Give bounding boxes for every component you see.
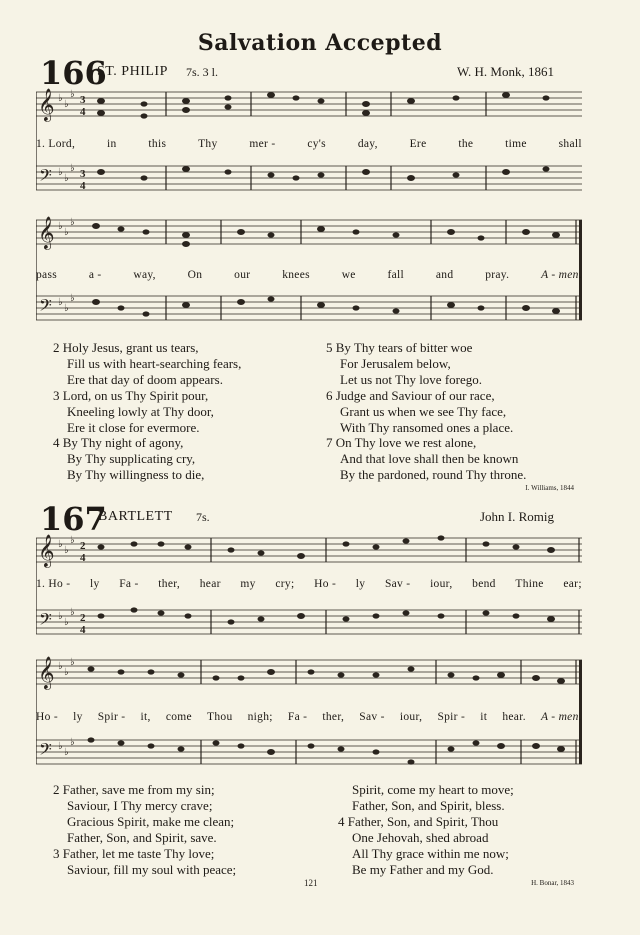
- syllable: Sav -: [384, 578, 411, 590]
- hymn-167-verses-right: [338, 782, 514, 877]
- page-title: Salvation Accepted: [197, 30, 443, 56]
- syllable: it,: [140, 711, 151, 723]
- syllable: Spir -: [97, 711, 126, 723]
- svg-text:3: 3: [80, 94, 86, 106]
- syllable: ly: [90, 578, 100, 590]
- svg-text:𝄞: 𝄞: [38, 658, 55, 689]
- syllable: hear: [199, 578, 221, 590]
- syllable: cy's: [307, 138, 326, 150]
- verse-line: 4 Father, Son, and Spirit, Thou: [338, 813, 499, 829]
- svg-text:𝄢: 𝄢: [39, 297, 52, 319]
- syllable: ther,: [158, 578, 181, 590]
- verse-line: Gracious Spirit, make me clean;: [67, 813, 235, 829]
- hymn-167-system-1: [36, 530, 582, 650]
- verse-line: Spirit, come my heart to move;: [352, 782, 514, 797]
- syllable: fall: [387, 269, 405, 281]
- verse-line: All Thy grace within me now;: [352, 845, 509, 861]
- svg-text:4: 4: [80, 180, 86, 192]
- syllable: ear;: [563, 578, 582, 590]
- hymn-167-lyrics-line-1: [36, 578, 582, 590]
- hymn-166-verses-right: [326, 340, 526, 483]
- verse-line: Fill us with heart-searching fears,: [67, 355, 242, 371]
- svg-text:𝄞: 𝄞: [38, 536, 55, 567]
- syllable: Thy: [198, 138, 218, 150]
- syllable: Ere: [409, 138, 427, 150]
- syllable: Fa -: [287, 711, 308, 723]
- syllable: Fa -: [119, 578, 139, 590]
- syllable: it: [480, 711, 488, 723]
- svg-text:♭: ♭: [58, 221, 63, 232]
- svg-text:♭: ♭: [64, 227, 69, 238]
- verse-line: Grant us when we see Thy face,: [340, 403, 507, 419]
- svg-text:♭: ♭: [58, 539, 63, 550]
- syllable: and: [435, 269, 454, 281]
- svg-text:3: 3: [80, 168, 86, 180]
- hymn-166-composer: W. H. Monk, 1861: [456, 64, 554, 79]
- verse-line: 6 Judge and Saviour of our race,: [326, 387, 495, 403]
- verse-line: Father, Son, and Spirit, save.: [67, 829, 217, 845]
- syllable: mer -: [249, 138, 276, 150]
- svg-text:♭: ♭: [58, 297, 63, 308]
- svg-text:𝄢: 𝄢: [39, 741, 52, 763]
- verse-line: By Thy willingness to die,: [67, 467, 205, 483]
- svg-text:♭: ♭: [58, 167, 63, 178]
- syllable: hear.: [502, 711, 526, 723]
- verse-line: And that love shall then be known: [340, 451, 519, 467]
- svg-text:♭: ♭: [70, 217, 75, 228]
- syllable: we: [341, 269, 356, 281]
- svg-text:♭: ♭: [64, 667, 69, 678]
- verse-line: Kneeling lowly at Thy door,: [67, 403, 214, 419]
- verse-line: Ere it close for evermore.: [67, 419, 200, 435]
- verse-line: 3 Father, let me taste Thy love;: [53, 845, 215, 861]
- syllable: come: [165, 711, 192, 723]
- verse-line: By the pardoned, round Thy throne.: [340, 467, 527, 483]
- svg-text:♭: ♭: [64, 173, 69, 184]
- verse-line: Saviour, I Thy mercy crave;: [67, 797, 213, 813]
- syllable: time: [505, 138, 527, 150]
- svg-text:𝄢: 𝄢: [39, 167, 52, 189]
- verse-line: 5 By Thy tears of bitter woe: [326, 340, 473, 355]
- syllable: cry;: [275, 578, 295, 590]
- svg-text:♭: ♭: [70, 535, 75, 546]
- verse-line: Saviour, fill my soul with peace;: [67, 861, 237, 877]
- hymn-167-meter: 7s.: [196, 510, 210, 524]
- syllable: 1. Lord,: [36, 138, 76, 150]
- svg-text:♭: ♭: [58, 611, 63, 622]
- amen: A - men.: [540, 711, 582, 723]
- syllable: our: [234, 269, 251, 281]
- verse-line: Let us not Thy love forego.: [340, 371, 483, 387]
- verse-line: 7 On Thy love we rest alone,: [326, 435, 477, 451]
- svg-text:4: 4: [80, 552, 86, 564]
- hymn-166-lyrics-line-1: [36, 138, 582, 150]
- svg-text:𝄢: 𝄢: [39, 611, 52, 633]
- svg-text:♭: ♭: [70, 737, 75, 748]
- syllable: shall: [558, 138, 582, 150]
- hymn-166-number: 166: [40, 54, 107, 92]
- syllable: 1. Ho -: [36, 578, 71, 590]
- hymn-167-lyrics-line-2: [36, 711, 582, 723]
- svg-text:2: 2: [80, 540, 86, 552]
- syllable: pass: [36, 269, 58, 281]
- verse-line: Ere that day of doom appears.: [67, 371, 223, 387]
- svg-text:♭: ♭: [70, 89, 75, 100]
- hymn-166-tune: ST. PHILIP: [97, 64, 168, 79]
- verse-line: Be my Father and my God.: [352, 861, 494, 877]
- svg-text:♭: ♭: [64, 747, 69, 758]
- syllable: iour,: [430, 578, 453, 590]
- syllable: pray.: [485, 269, 510, 281]
- verse-line: 4 By Thy night of agony,: [53, 435, 184, 451]
- svg-text:♭: ♭: [64, 99, 69, 110]
- syllable: Ho -: [36, 711, 58, 723]
- svg-text:♭: ♭: [64, 303, 69, 314]
- svg-text:2: 2: [80, 612, 86, 624]
- verse-line: 3 Lord, on us Thy Spirit pour,: [53, 387, 209, 403]
- syllable: Spir -: [437, 711, 466, 723]
- svg-text:𝄞: 𝄞: [38, 218, 55, 249]
- syllable: day,: [357, 138, 378, 150]
- syllable: Sav -: [359, 711, 385, 723]
- hymn-166-author-credit: I. Williams, 1844: [525, 484, 574, 492]
- syllable: a -: [88, 269, 102, 281]
- verse-line: Father, Son, and Spirit, bless.: [352, 797, 505, 813]
- syllable: bend: [472, 578, 496, 590]
- verse-line: One Jehovah, shed abroad: [352, 829, 489, 845]
- syllable: On: [187, 269, 203, 281]
- svg-text:♭: ♭: [58, 661, 63, 672]
- syllable: in: [107, 138, 117, 150]
- amen: A - men.: [541, 269, 582, 281]
- verse-line: 2 Father, save me from my sin;: [53, 782, 215, 797]
- verse-line: By Thy supplicating cry,: [67, 451, 196, 467]
- syllable: ly: [355, 578, 366, 590]
- hymn-167-tune: BARTLETT: [98, 509, 173, 524]
- syllable: Ho -: [314, 578, 337, 590]
- svg-text:4: 4: [80, 624, 86, 636]
- verse-line: With Thy ransomed ones a place.: [340, 419, 514, 435]
- hymn-167-verses-left: [53, 782, 236, 877]
- svg-text:♭: ♭: [70, 657, 75, 668]
- syllable: my: [240, 578, 256, 590]
- hymn-167-composer: John I. Romig: [479, 509, 554, 524]
- syllable: Thine: [515, 578, 544, 590]
- svg-text:♭: ♭: [64, 545, 69, 556]
- hymn-167-author-credit: H. Bonar, 1843: [531, 879, 574, 887]
- svg-text:4: 4: [80, 106, 86, 118]
- syllable: way,: [133, 269, 156, 281]
- svg-text:𝄞: 𝄞: [38, 90, 55, 121]
- svg-text:♭: ♭: [64, 617, 69, 628]
- hymn-166-meter: 7s. 3 l.: [186, 65, 219, 79]
- syllable: nigh;: [247, 711, 273, 723]
- syllable: ly: [73, 711, 83, 723]
- hymn-166-verses-left: [53, 340, 241, 483]
- svg-text:♭: ♭: [70, 163, 75, 174]
- syllable: knees: [282, 269, 310, 281]
- svg-text:♭: ♭: [70, 293, 75, 304]
- syllable: Thou: [207, 711, 233, 723]
- syllable: the: [458, 138, 474, 150]
- verse-line: For Jerusalem below,: [340, 355, 451, 371]
- svg-text:♭: ♭: [58, 741, 63, 752]
- syllable: this: [148, 138, 167, 150]
- hymn-166-lyrics-line-2: [36, 269, 582, 281]
- hymn-167-number: 167: [40, 500, 107, 538]
- verse-line: 2 Holy Jesus, grant us tears,: [53, 340, 199, 355]
- page-number: 121: [304, 878, 318, 888]
- svg-text:♭: ♭: [58, 93, 63, 104]
- syllable: ther,: [322, 711, 345, 723]
- syllable: iour,: [399, 711, 423, 723]
- svg-text:♭: ♭: [70, 607, 75, 618]
